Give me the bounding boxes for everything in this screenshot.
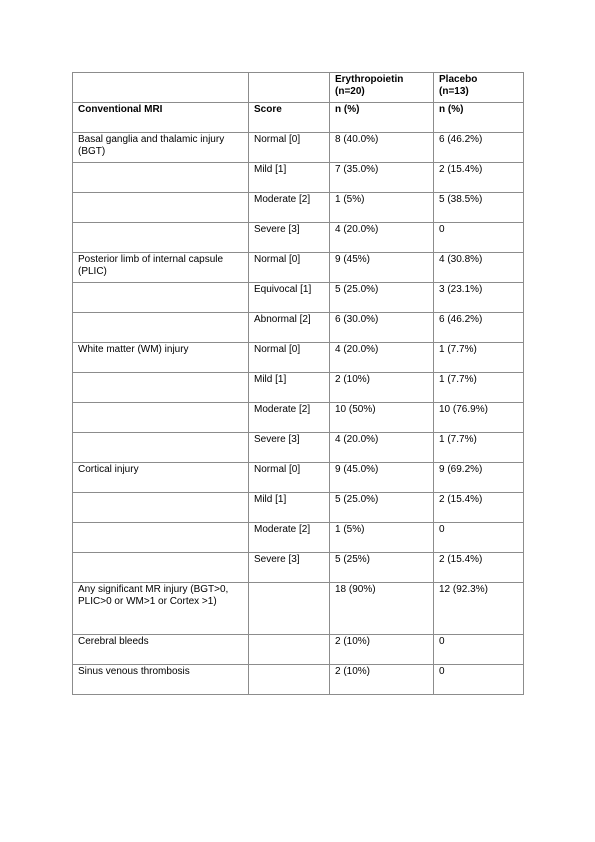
row-score: Moderate [2]	[249, 403, 330, 433]
row-epo: 2 (10%)	[330, 665, 434, 695]
row-placebo: 2 (15.4%)	[434, 493, 524, 523]
row-label	[73, 313, 249, 343]
row-score: Normal [0]	[249, 463, 330, 493]
row-placebo: 1 (7.7%)	[434, 433, 524, 463]
subheader-row	[73, 103, 524, 133]
table-row	[73, 635, 524, 665]
row-epo: 8 (40.0%)	[330, 133, 434, 163]
table-row	[73, 343, 524, 373]
row-epo: 2 (10%)	[330, 373, 434, 403]
row-score: Mild [1]	[249, 493, 330, 523]
row-label: Cortical injury	[73, 463, 249, 493]
row-label: White matter (WM) injury	[73, 343, 249, 373]
row-epo: 6 (30.0%)	[330, 313, 434, 343]
table-row	[73, 163, 524, 193]
row-epo: 4 (20.0%)	[330, 343, 434, 373]
row-epo: 9 (45.0%)	[330, 463, 434, 493]
row-score: Abnormal [2]	[249, 313, 330, 343]
table-row	[73, 133, 524, 163]
row-score	[249, 635, 330, 665]
row-label: Sinus venous thrombosis	[73, 665, 249, 695]
row-epo: 5 (25.0%)	[330, 283, 434, 313]
header-placebo	[434, 73, 524, 103]
row-epo: 2 (10%)	[330, 635, 434, 665]
table-row	[73, 493, 524, 523]
row-label	[73, 373, 249, 403]
row-label	[73, 403, 249, 433]
row-placebo: 0	[434, 223, 524, 253]
row-score: Moderate [2]	[249, 523, 330, 553]
row-placebo: 2 (15.4%)	[434, 163, 524, 193]
table-row	[73, 313, 524, 343]
row-score: Normal [0]	[249, 133, 330, 163]
row-epo: 5 (25%)	[330, 553, 434, 583]
mri-results-table	[72, 72, 524, 695]
row-label	[73, 493, 249, 523]
row-label	[73, 163, 249, 193]
table-row	[73, 403, 524, 433]
subheader-placebo-n-percent: n (%)	[434, 103, 524, 133]
row-placebo: 0	[434, 635, 524, 665]
row-placebo: 5 (38.5%)	[434, 193, 524, 223]
table-row	[73, 665, 524, 695]
row-label: Basal ganglia and thalamic injury (BGT)	[73, 133, 249, 163]
row-placebo: 4 (30.8%)	[434, 253, 524, 283]
table-row	[73, 373, 524, 403]
row-label: Posterior limb of internal capsule (PLIC)	[73, 253, 249, 283]
row-placebo: 1 (7.7%)	[434, 373, 524, 403]
subheader-score: Score	[249, 103, 330, 133]
row-epo: 1 (5%)	[330, 193, 434, 223]
header-empty-cell	[249, 73, 330, 103]
row-placebo: 9 (69.2%)	[434, 463, 524, 493]
row-placebo: 6 (46.2%)	[434, 313, 524, 343]
row-placebo: 1 (7.7%)	[434, 343, 524, 373]
row-epo: 7 (35.0%)	[330, 163, 434, 193]
table-row	[73, 253, 524, 283]
row-placebo: 3 (23.1%)	[434, 283, 524, 313]
header-placebo-name: Placebo	[439, 74, 478, 85]
table-row	[73, 523, 524, 553]
row-score: Severe [3]	[249, 433, 330, 463]
header-row	[73, 73, 524, 103]
row-epo: 9 (45%)	[330, 253, 434, 283]
table-row	[73, 193, 524, 223]
row-label	[73, 283, 249, 313]
row-score: Equivocal [1]	[249, 283, 330, 313]
row-epo: 10 (50%)	[330, 403, 434, 433]
table-row	[73, 283, 524, 313]
table-row	[73, 583, 524, 635]
row-placebo: 6 (46.2%)	[434, 133, 524, 163]
row-score	[249, 665, 330, 695]
header-erythropoietin	[330, 73, 434, 103]
row-epo: 4 (20.0%)	[330, 223, 434, 253]
row-epo: 18 (90%)	[330, 583, 434, 635]
row-label: Any significant MR injury (BGT>0, PLIC>0 or WM>1 or Cortex >1)	[73, 583, 249, 635]
table-row	[73, 463, 524, 493]
row-placebo: 10 (76.9%)	[434, 403, 524, 433]
row-epo: 5 (25.0%)	[330, 493, 434, 523]
row-epo: 1 (5%)	[330, 523, 434, 553]
row-score: Normal [0]	[249, 343, 330, 373]
row-label	[73, 553, 249, 583]
row-score: Severe [3]	[249, 223, 330, 253]
row-score: Mild [1]	[249, 163, 330, 193]
row-placebo: 0	[434, 665, 524, 695]
row-label	[73, 523, 249, 553]
subheader-conventional-mri: Conventional MRI	[73, 103, 249, 133]
row-score: Severe [3]	[249, 553, 330, 583]
row-placebo: 0	[434, 523, 524, 553]
header-empty-cell	[73, 73, 249, 103]
row-score: Moderate [2]	[249, 193, 330, 223]
table-row	[73, 553, 524, 583]
subheader-epo-n-percent: n (%)	[330, 103, 434, 133]
row-placebo: 12 (92.3%)	[434, 583, 524, 635]
header-placebo-n: (n=13)	[439, 86, 469, 97]
row-label	[73, 223, 249, 253]
row-epo: 4 (20.0%)	[330, 433, 434, 463]
row-label: Cerebral bleeds	[73, 635, 249, 665]
table-row	[73, 433, 524, 463]
row-placebo: 2 (15.4%)	[434, 553, 524, 583]
header-epo-n: (n=20)	[335, 86, 365, 97]
row-score: Normal [0]	[249, 253, 330, 283]
row-label	[73, 433, 249, 463]
header-epo-name: Erythropoietin	[335, 74, 404, 85]
table-row	[73, 223, 524, 253]
row-score: Mild [1]	[249, 373, 330, 403]
row-score	[249, 583, 330, 635]
row-label	[73, 193, 249, 223]
